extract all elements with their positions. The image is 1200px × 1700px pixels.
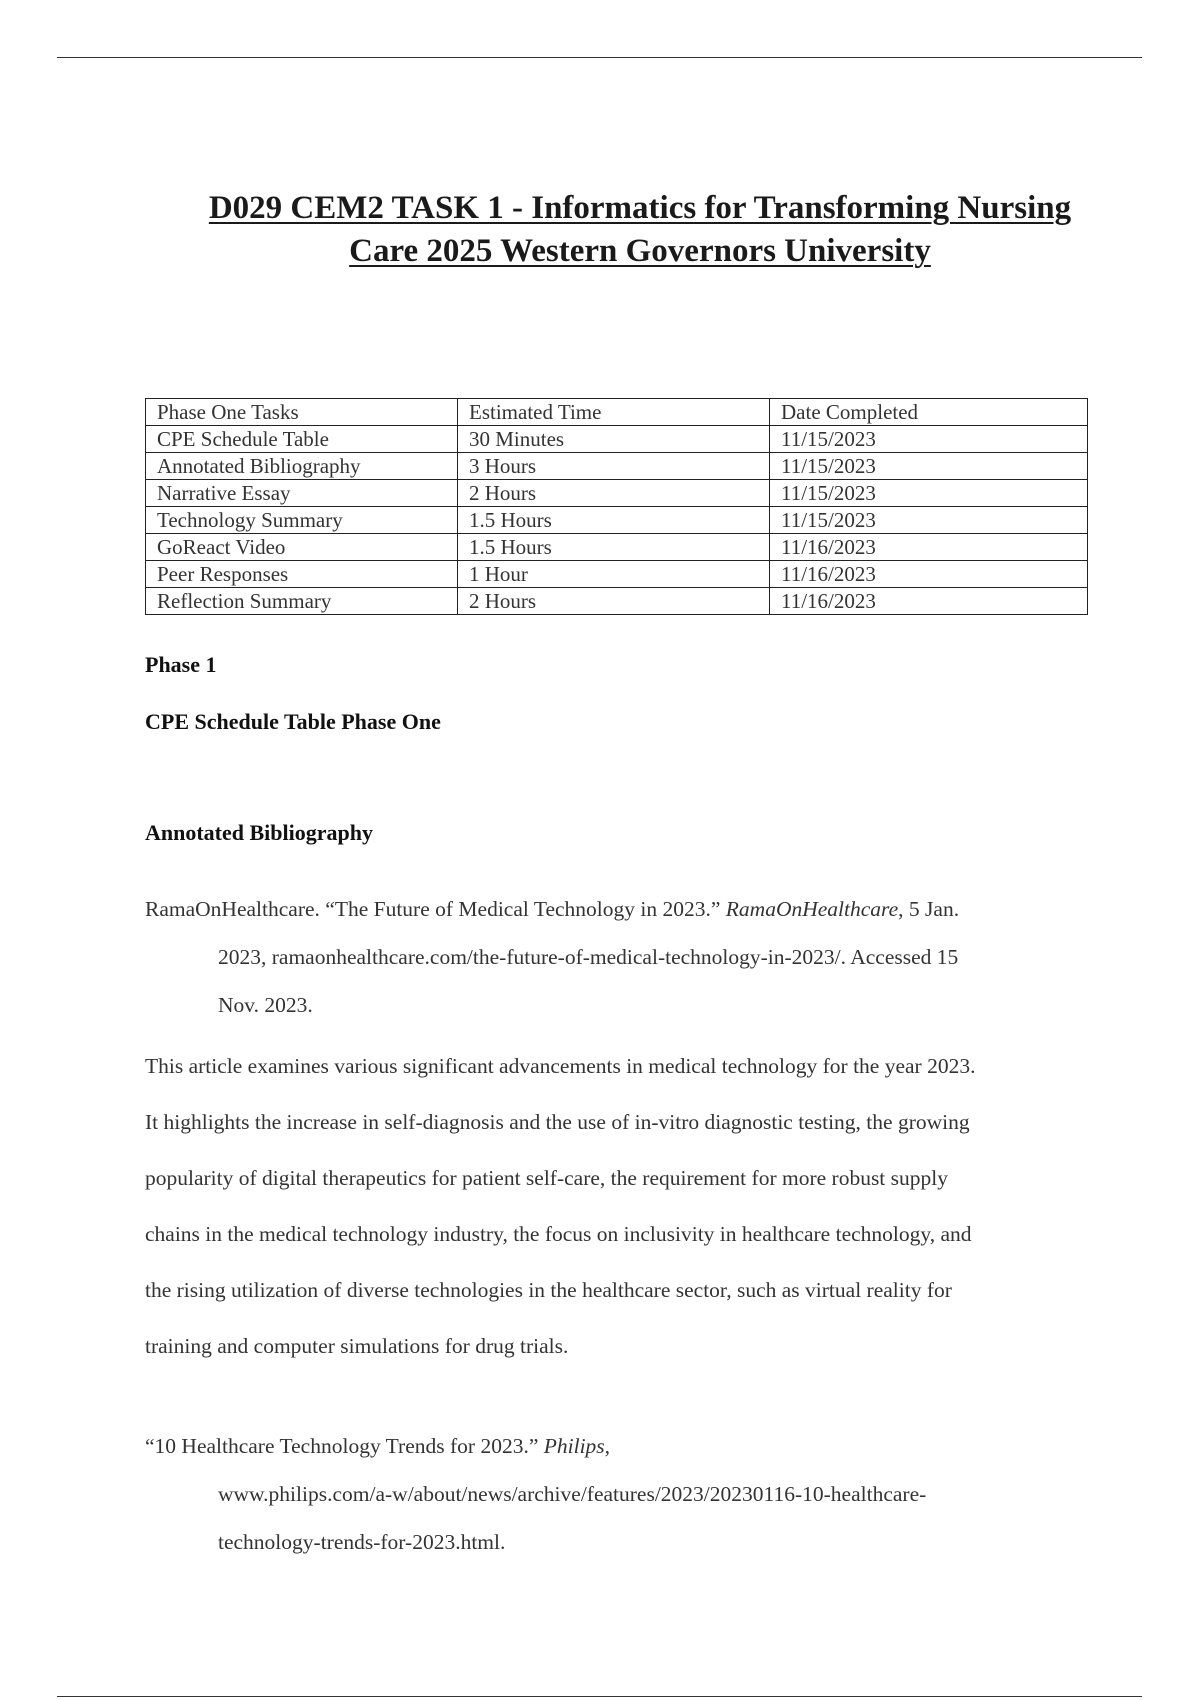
paragraph-line: training and computer simulations for drug trials. <box>145 1334 569 1358</box>
table-cell: CPE Schedule Table <box>146 426 458 453</box>
table-row <box>146 507 1088 534</box>
table-cell: 11/16/2023 <box>770 561 1088 588</box>
citation-text: RamaOnHealthcare. “The Future of Medical Technology in 2023.” <box>145 897 726 921</box>
annotation-paragraph <box>145 1038 1105 1374</box>
paragraph-line: It highlights the increase in self-diagnosis and the use of in-vitro diagnostic testing, the growing <box>145 1110 970 1134</box>
phase-heading: Phase 1 <box>145 652 217 677</box>
table-cell: Narrative Essay <box>146 480 458 507</box>
table-row <box>146 561 1088 588</box>
table-cell: 11/15/2023 <box>770 453 1088 480</box>
citation-text: , 5 Jan. <box>898 897 960 921</box>
table-cell: Technology Summary <box>146 507 458 534</box>
paragraph-line: This article examines various significant advancements in medical technology for the year 2023. <box>145 1054 976 1078</box>
citation-line <box>145 1422 1095 1470</box>
citation-source: RamaOnHealthcare <box>725 897 899 921</box>
table-cell: 3 Hours <box>458 453 770 480</box>
citation-line: 2023, ramaonhealthcare.com/the-future-of-medical-technology-in-2023/. Accessed 15 <box>218 945 959 969</box>
table-header-row <box>146 399 1088 426</box>
table-cell: 30 Minutes <box>458 426 770 453</box>
table-row <box>146 453 1088 480</box>
citation-source: Philips <box>543 1434 605 1458</box>
title-line-2: Care 2025 Western Governors University <box>349 233 931 269</box>
table-cell: Annotated Bibliography <box>146 453 458 480</box>
table-row <box>146 480 1088 507</box>
table-row <box>146 534 1088 561</box>
table-header-cell: Phase One Tasks <box>146 399 458 426</box>
table-cell: Peer Responses <box>146 561 458 588</box>
table-header-cell: Estimated Time <box>458 399 770 426</box>
table-cell: GoReact Video <box>146 534 458 561</box>
table-cell: 11/15/2023 <box>770 507 1088 534</box>
citation-line: technology-trends-for-2023.html. <box>218 1530 506 1554</box>
table-cell: 11/15/2023 <box>770 426 1088 453</box>
document-title <box>145 187 1135 273</box>
citation-line: Nov. 2023. <box>218 993 313 1017</box>
table-cell: 1 Hour <box>458 561 770 588</box>
citation-line: www.philips.com/a-w/about/news/archive/features/2023/20230116-10-healthcare- <box>218 1482 927 1506</box>
table-cell: 1.5 Hours <box>458 507 770 534</box>
paragraph-line: the rising utilization of diverse technologies in the healthcare sector, such as virtual reality for <box>145 1278 952 1302</box>
annotated-bibliography-heading: Annotated Bibliography <box>145 820 373 845</box>
table-row <box>146 426 1088 453</box>
paragraph-line: chains in the medical technology industry, the focus on inclusivity in healthcare technology, and <box>145 1222 972 1246</box>
bottom-rule <box>57 1696 1142 1697</box>
table-cell: Reflection Summary <box>146 588 458 615</box>
cpe-schedule-heading: CPE Schedule Table Phase One <box>145 709 441 734</box>
citation-rama <box>145 885 1095 1029</box>
table-cell: 11/15/2023 <box>770 480 1088 507</box>
citation-philips <box>145 1422 1095 1566</box>
top-rule <box>57 57 1142 58</box>
schedule-table <box>145 398 1088 615</box>
paragraph-line: popularity of digital therapeutics for patient self-care, the requirement for more robust supply <box>145 1166 948 1190</box>
table-cell: 2 Hours <box>458 480 770 507</box>
table-cell: 11/16/2023 <box>770 588 1088 615</box>
citation-line <box>145 885 1095 933</box>
table-header-cell: Date Completed <box>770 399 1088 426</box>
citation-text: “10 Healthcare Technology Trends for 2023.” <box>145 1434 544 1458</box>
table-cell: 2 Hours <box>458 588 770 615</box>
title-line-1: D029 CEM2 TASK 1 - Informatics for Transforming Nursing <box>208 190 1072 226</box>
table-cell: 1.5 Hours <box>458 534 770 561</box>
table-cell: 11/16/2023 <box>770 534 1088 561</box>
table-row <box>146 588 1088 615</box>
citation-text: , <box>604 1434 611 1458</box>
